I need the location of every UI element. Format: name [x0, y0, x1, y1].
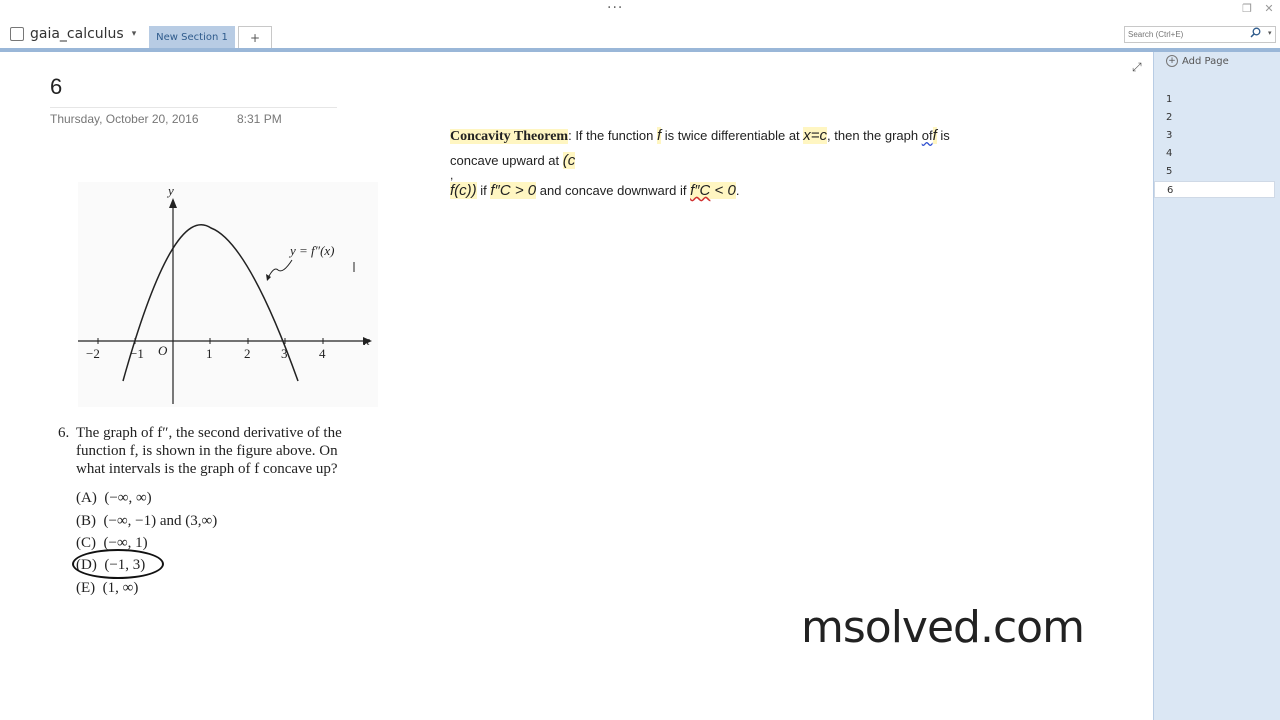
search-scope-chevron-icon[interactable]: ▾	[1268, 29, 1272, 37]
note-line-3: f(c)) if f″C > 0 and concave downward if f″C < 0.	[450, 182, 740, 199]
expand-icon[interactable]: ⤢	[1132, 60, 1142, 74]
add-section-tab[interactable]	[238, 26, 272, 48]
page-item-4[interactable]: 4	[1166, 148, 1173, 159]
notebook-selector[interactable]	[10, 26, 136, 42]
choice-a: (A) (−∞, ∞)	[76, 490, 152, 506]
page-item-1[interactable]: 1	[1166, 94, 1173, 105]
plus-icon: +	[249, 30, 261, 45]
choice-e: (E) (1, ∞)	[76, 580, 139, 596]
origin-label: O	[158, 343, 168, 358]
spelling-flag-of[interactable]: of	[921, 128, 933, 143]
watermark: msolved.com	[801, 602, 1084, 653]
y-axis-label: y	[168, 183, 174, 198]
question-line: The graph of f″, the second derivative of the	[76, 425, 342, 441]
page-time: 8:31 PM	[237, 112, 282, 126]
note-line-1: Concavity Theorem: If the function f is twice differentiable at x=c, then the graph off is	[450, 127, 950, 144]
math-condition-negative: < 0	[710, 182, 736, 199]
answer-circle-annotation	[72, 549, 164, 579]
theorem-term: Concavity Theorem	[450, 129, 569, 144]
math-f-double-prime[interactable]: f″C	[690, 182, 711, 199]
page-item-2[interactable]: 2	[1166, 112, 1173, 123]
search-icon[interactable]	[1250, 27, 1261, 41]
page-item-6[interactable]: 6	[1154, 181, 1275, 198]
math-paren-c: (c	[562, 152, 576, 169]
curve-label: y = f″(x)	[290, 243, 335, 258]
question-number: 6.	[58, 425, 70, 441]
title-bar	[0, 0, 1280, 48]
x-axis-label: x	[364, 333, 370, 348]
tab-label: New Section 1	[156, 31, 228, 43]
second-derivative-graph	[78, 182, 378, 407]
math-f: f	[932, 127, 937, 144]
question-line: what intervals is the graph of f concave up?	[76, 461, 338, 477]
restore-icon[interactable]: ❐	[1242, 2, 1252, 15]
question-text	[76, 424, 396, 478]
title-underline	[50, 107, 337, 108]
choice-c: (C) (−∞, 1)	[76, 535, 148, 551]
more-options-icon[interactable]: ···	[607, 0, 624, 16]
plus-circle-icon: +	[1166, 55, 1178, 67]
x-tick-label: 1	[206, 346, 213, 361]
add-page-label: Add Page	[1182, 55, 1229, 67]
x-tick-label: −1	[130, 346, 144, 361]
choice-b: (B) (−∞, −1) and (3,∞)	[76, 513, 218, 529]
notebook-icon	[10, 27, 24, 41]
figure-background	[78, 182, 378, 407]
close-icon[interactable]: ✕	[1264, 2, 1274, 15]
graph-figure	[78, 182, 378, 411]
math-f: f	[656, 127, 662, 144]
page-title[interactable]: 6	[50, 74, 63, 99]
page-list-sidebar	[1153, 52, 1280, 720]
x-tick-label: 2	[244, 346, 251, 361]
math-f-of-c: f(c))	[450, 182, 477, 199]
x-tick-label: −2	[86, 346, 100, 361]
x-tick-label: 4	[319, 346, 326, 361]
page-date: Thursday, October 20, 2016	[50, 112, 199, 126]
question-line: function f, is shown in the figure above. On	[76, 443, 338, 459]
chevron-down-icon: ▾	[131, 29, 137, 39]
note-line-2: concave upward at (c	[450, 152, 576, 169]
math-condition-positive: f″C > 0	[490, 182, 537, 199]
tab-new-section-1[interactable]	[149, 26, 235, 48]
page-item-5[interactable]: 5	[1166, 166, 1173, 177]
note-comma: ,	[450, 168, 454, 182]
concavity-theorem-note[interactable]	[450, 126, 1090, 201]
choice-d: (D) (−1, 3)	[76, 557, 146, 573]
x-tick-label: 3	[281, 346, 288, 361]
math-x-eq-c: x=c	[803, 127, 828, 144]
add-page-button[interactable]	[1166, 55, 1229, 67]
page-item-3[interactable]: 3	[1166, 130, 1173, 141]
notebook-name: gaia_calculus	[30, 26, 124, 42]
